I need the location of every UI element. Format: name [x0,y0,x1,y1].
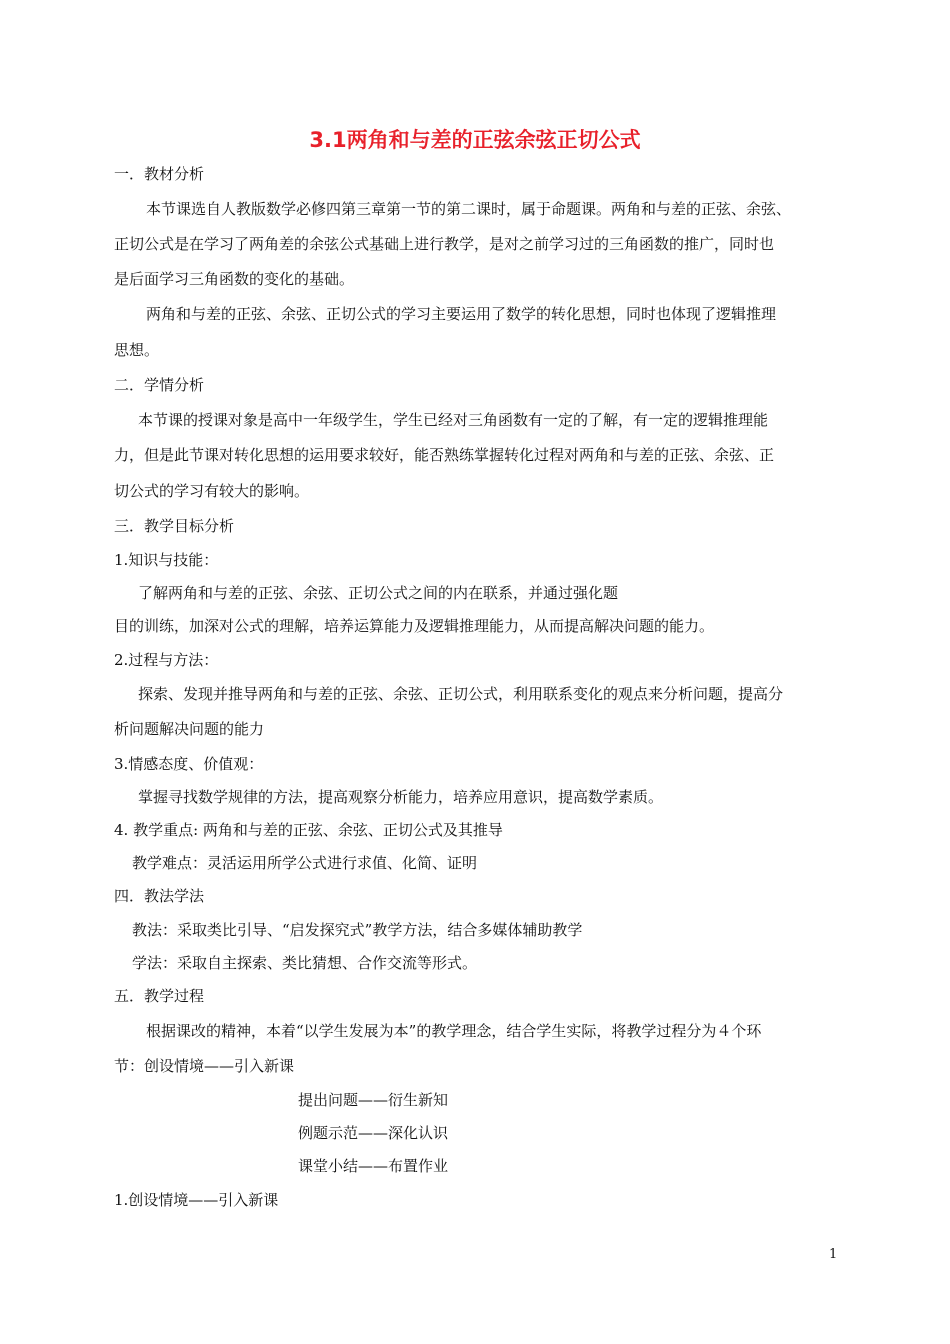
paragraph-line: 析问题解决问题的能力 [114,720,265,738]
paragraph-line: 了解两角和与差的正弦、余弦、正切公式之间的内在联系，并通过强化题 [138,584,619,602]
paragraph-line: 正切公式是在学习了两角差的余弦公式基础上进行教学，是对之前学习过的三角函数的推广，同时也 [114,235,775,253]
subheading: 3.情感态度、价值观： [114,755,264,773]
paragraph-line: 思想。 [114,341,160,359]
process-step: 课堂小结——布置作业 [298,1157,449,1175]
paragraph-line: 本节课的授课对象是高中一年级学生，学生已经对三角函数有一定的了解，有一定的逻辑推理能 [138,411,769,429]
paragraph-line: 根据课改的精神，本着“以学生发展为本”的教学理念，结合学生实际，将教学过程分为４个环 [146,1022,762,1040]
paragraph-line: 力，但是此节课对转化思想的运用要求较好，能否熟练掌握转化过程对两角和与差的正弦、余弦、正 [114,446,775,464]
section-heading-4: 四．教法学法 [114,887,205,905]
section-heading-5: 五．教学过程 [114,987,205,1005]
subheading: 1.创设情境——引入新课 [114,1191,279,1209]
document-title: 3.1两角和与差的正弦余弦正切公式 [309,128,641,152]
subheading: 2.过程与方法： [114,651,219,669]
paragraph-line: 节：创设情境——引入新课 [114,1057,295,1075]
paragraph-line: 掌握寻找数学规律的方法，提高观察分析能力，培养应用意识，提高数学素质。 [138,788,664,806]
section-heading-2: 二．学情分析 [114,376,205,394]
paragraph-line: 本节课选自人教版数学必修四第三章第一节的第二课时，属于命题课。两角和与差的正弦、余弦、 [146,200,792,218]
process-step: 提出问题——衍生新知 [298,1091,449,1109]
subheading: 1.知识与技能： [114,551,219,569]
section-heading-3: 三．教学目标分析 [114,517,235,535]
paragraph-line: 探索、发现并推导两角和与差的正弦、余弦、正切公式，利用联系变化的观点来分析问题，提高分 [138,685,784,703]
section-heading-1: 一．教材分析 [114,165,205,183]
paragraph-line: 教法：采取类比引导、“启发探究式”教学方法，结合多媒体辅助教学 [132,921,583,939]
paragraph-line: 目的训练，加深对公式的理解，培养运算能力及逻辑推理能力，从而提高解决问题的能力。 [114,617,715,635]
paragraph-line: 学法：采取自主探索、类比猜想、合作交流等形式。 [132,954,478,972]
paragraph-line: 是后面学习三角函数的变化的基础。 [114,270,355,288]
process-step: 例题示范——深化认识 [298,1124,449,1142]
paragraph-line: 切公式的学习有较大的影响。 [114,482,310,500]
paragraph-line: 两角和与差的正弦、余弦、正切公式的学习主要运用了数学的转化思想，同时也体现了逻辑推理 [146,305,777,323]
paragraph-line: 教学难点：灵活运用所学公式进行求值、化简、证明 [132,854,478,872]
paragraph-line: 4. 教学重点: 两角和与差的正弦、余弦、正切公式及其推导 [114,821,503,839]
page-number: 1 [829,1247,838,1262]
